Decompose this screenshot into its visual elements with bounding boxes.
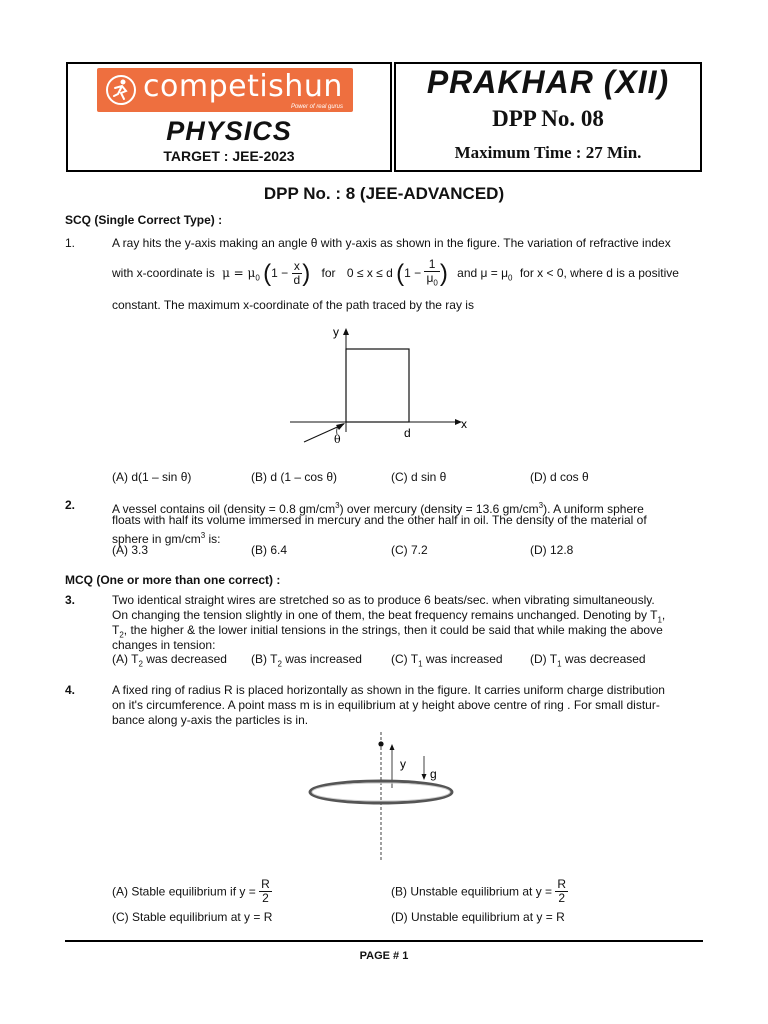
section-mcq: MCQ (One or more than one correct) :	[65, 573, 281, 587]
q3-number: 3.	[65, 593, 76, 607]
q4-y-arrow-up	[390, 744, 395, 750]
q2-line3: sphere in $gm/cm^3$ is:	[112, 531, 221, 546]
q1-frac-1-mu: $\frac{1}{\mu_0}$	[426, 257, 438, 288]
q3-option-b[interactable]: (B) $T_2$ was increased	[251, 652, 362, 669]
q1-option-b[interactable]: (B) d (1 – cos θ)	[251, 470, 338, 484]
q1-line2-end: for x < 0, where d is a positive	[519, 265, 679, 280]
q1-condition: 0 ≤ x ≤ d	[346, 265, 393, 280]
dpp-number: DPP No. 08	[492, 106, 604, 131]
page-title: DPP No. : 8 (JEE-ADVANCED)	[263, 184, 505, 203]
page-number: PAGE # 1	[359, 950, 409, 962]
q1-y-arrow	[343, 328, 349, 335]
q1-d-label: d	[404, 426, 411, 440]
q1-line3: constant. The maximum x-coordinate of the path traced by the ray is	[112, 298, 474, 312]
q4-line2: on it's circumference. A point mass m is in equilibrium at y height above centre of ring . For small distur-	[112, 698, 660, 712]
q2-number: 2.	[65, 498, 76, 512]
series-title: PRAKHAR (XII)	[426, 64, 670, 100]
q1-option-d[interactable]: (D) d cos θ	[530, 470, 589, 484]
q3-line3: $T_2$, the higher & the lower initial tensions in the strings, then it could be said that while making the above	[112, 623, 663, 640]
q1-theta-label: θ	[334, 433, 341, 446]
q1-line2-start: with x-coordinate is	[112, 265, 215, 280]
q1-and: and μ = μ	[457, 265, 509, 280]
q2-option-d[interactable]: (D) 12.8	[530, 543, 574, 557]
q1-figure	[290, 322, 480, 447]
q4-option-b[interactable]: (B) Unstable equilibrium at y = $\frac{R}{2}$	[391, 877, 567, 905]
logo-tagline: Power of real gurus	[290, 104, 343, 110]
q3-option-d[interactable]: (D) $T_1$ was decreased	[530, 652, 646, 669]
q4-option-a[interactable]: (A) Stable equilibrium if y = $\frac{R}{2}$	[112, 877, 270, 905]
q4-number: 4.	[65, 683, 76, 697]
q4-y-label: y	[400, 757, 406, 771]
footer-divider	[65, 940, 703, 942]
q3-option-c[interactable]: (C) $T_1$ was increased	[391, 652, 503, 669]
q2-line1: A vessel contains oil (density = 0.8 $gm/cm^3$) over mercury (density = 13.6 $gm/cm^3$). A uniform sphere	[112, 501, 644, 516]
q1-line2: with x-coordinate is $\mu = \mu_0$ (1 − $\frac{x}{d}$ ) for 0 ≤ x ≤ d (1 − $\frac{1}{\mu_0}$ ) and $\mu = \mu_0$ for x < 0, where d is a positive	[112, 257, 679, 288]
subject-title: PHYSICS	[166, 116, 292, 146]
q1-frac-x-d: $\frac{x}{d}$	[293, 259, 301, 288]
header-left-content	[66, 0, 392, 180]
target-label: TARGET : JEE-2023	[163, 148, 295, 164]
q4-figure	[300, 728, 470, 864]
logo-text: competishun	[143, 69, 343, 104]
q1-mu-expr: μ = μ	[222, 265, 256, 280]
q1-line1: A ray hits the y-axis making an angle θ with y-axis as shown in the figure. The variation of refractive index	[112, 236, 671, 250]
q4-line1: A fixed ring of radius R is placed horizontally as shown in the figure. It carries uniform charge distribution	[112, 683, 665, 697]
q4-g-arrow	[422, 774, 427, 780]
section-scq: SCQ (Single Correct Type) :	[65, 213, 223, 227]
q1-medium-box	[346, 349, 409, 422]
q2-option-c[interactable]: (C) 7.2	[391, 543, 428, 557]
q3-line1: Two identical straight wires are stretched so as to produce 6 beats/sec. when vibrating simultaneously.	[112, 593, 655, 607]
q1-one-minus: 1 −	[271, 265, 289, 280]
q1-x-label: x	[461, 417, 467, 431]
q1-y-label: y	[333, 325, 339, 339]
q1-number: 1.	[65, 236, 76, 250]
q2-option-b[interactable]: (B) 6.4	[251, 543, 288, 557]
q3-line4: changes in tension:	[112, 638, 216, 652]
q4-option-c[interactable]: (C) Stable equilibrium at y = R	[112, 910, 273, 924]
q4-line3: bance along y-axis the particles is in.	[112, 713, 309, 727]
q4-g-label: g	[430, 767, 437, 781]
q1-one-minus-2: 1 −	[404, 265, 422, 280]
q3-line2: On changing the tension slightly in one of them, the beat frequency remains unchanged. Denoting by $T_1$,	[112, 608, 666, 625]
q4-frac-r-2-a: $\frac{R}{2}$	[261, 877, 270, 905]
q4-point-mass	[378, 741, 383, 746]
header-right-content	[394, 0, 702, 180]
q1-option-c[interactable]: (C) d sin θ	[391, 470, 447, 484]
q1-for: for	[321, 265, 336, 280]
q4-frac-r-2-b: $\frac{R}{2}$	[557, 877, 567, 905]
q3-option-a[interactable]: (A) $T_2$ was decreased	[112, 652, 227, 669]
q1-mu-sub: 0	[255, 273, 260, 283]
q2-line2: floats with half its volume immersed in mercury and the other half in oil. The density of the material of	[112, 513, 647, 527]
max-time: Maximum Time : 27 Min.	[454, 143, 642, 162]
q1-option-a[interactable]: (A) d(1 – sin θ)	[112, 470, 192, 484]
q2-option-a[interactable]: (A) 3.3	[112, 543, 149, 557]
q4-option-d[interactable]: (D) Unstable equilibrium at y = R	[391, 910, 565, 924]
